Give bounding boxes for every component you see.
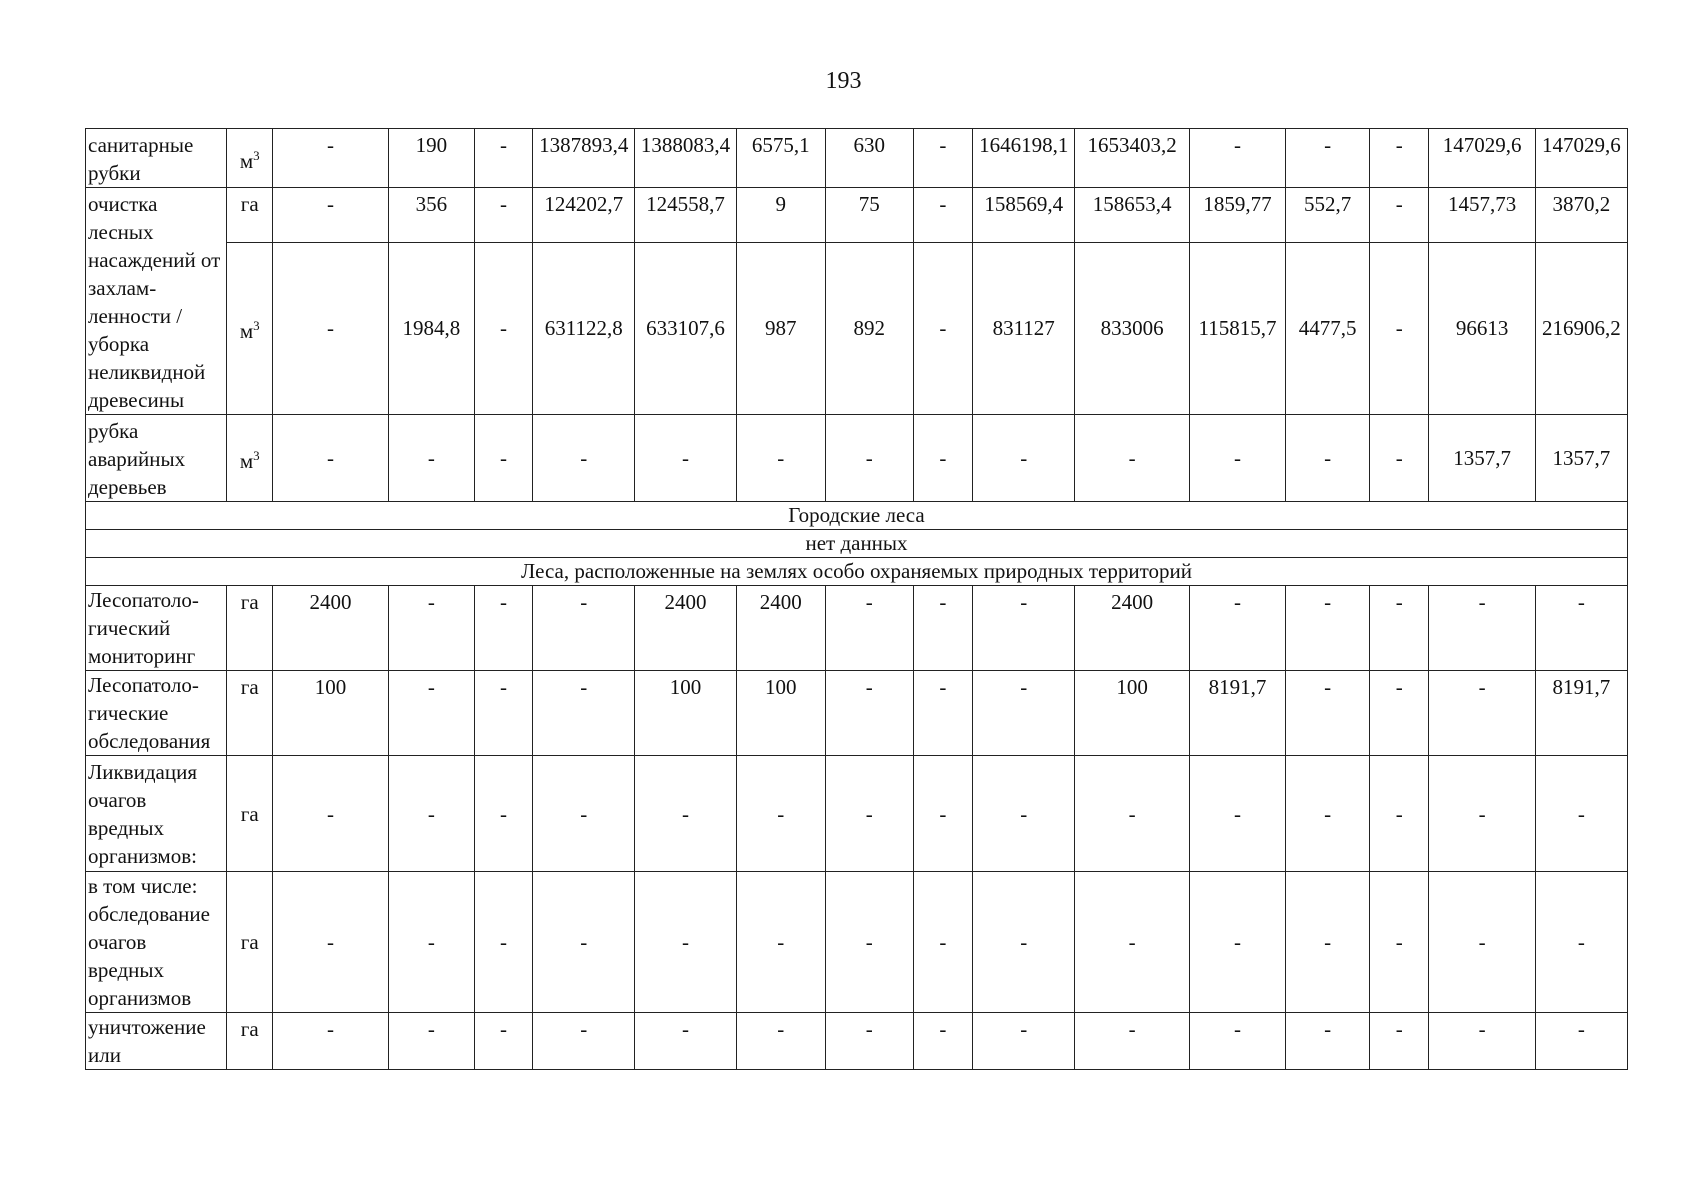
unit-label: м [239,148,254,173]
table-row [86,756,1628,872]
value-cell: - [635,415,736,502]
value-cell: 1388083,4 [635,129,736,188]
value-cell: - [1286,415,1370,502]
value-cell: 115815,7 [1189,242,1285,414]
table-row [86,671,1628,756]
unit-superscript: 3 [253,317,260,333]
value-cell: - [1429,1013,1535,1070]
value-cell: - [1189,129,1285,188]
value-cell: - [1286,586,1370,671]
value-cell: - [474,872,532,1013]
value-cell: 2400 [1075,586,1190,671]
row-name: рубка аварийных деревьев [86,415,227,502]
unit-cell [227,129,273,188]
value-cell: - [1370,242,1429,414]
value-cell: 158653,4 [1075,188,1190,243]
value-cell: - [913,188,972,243]
value-cell: - [273,242,389,414]
value-cell: 1859,77 [1189,188,1285,243]
value-cell: 147029,6 [1535,129,1627,188]
row-name: очистка лесных насаждений от захлам-ленности / уборка неликвидной древесины [86,188,227,415]
value-cell: 1646198,1 [973,129,1075,188]
value-cell: - [273,872,389,1013]
value-cell: 190 [388,129,474,188]
value-cell: - [1286,1013,1370,1070]
value-cell: - [474,586,532,671]
value-cell: 892 [825,242,913,414]
value-cell: - [825,756,913,872]
value-cell: - [533,586,635,671]
value-cell: - [533,756,635,872]
value-cell: - [1535,756,1627,872]
value-cell: - [825,1013,913,1070]
value-cell: 100 [736,671,825,756]
value-cell: - [388,586,474,671]
section-title: Леса, расположенные на землях особо охраняемых природных территорий [86,558,1628,586]
value-cell: - [973,872,1075,1013]
value-cell: - [1429,671,1535,756]
row-name: санитарные рубки [86,129,227,188]
row-name: Лесопатоло-гический мониторинг [86,586,227,671]
value-cell: 147029,6 [1429,129,1535,188]
unit-cell: га [227,872,273,1013]
unit-cell: га [227,586,273,671]
value-cell: - [1535,872,1627,1013]
value-cell: 831127 [973,242,1075,414]
value-cell: - [1370,415,1429,502]
value-cell: - [1370,872,1429,1013]
value-cell: 1357,7 [1429,415,1535,502]
value-cell: - [736,872,825,1013]
value-cell: 631122,8 [533,242,635,414]
value-cell: 3870,2 [1535,188,1627,243]
value-cell: 124202,7 [533,188,635,243]
value-cell: - [1535,586,1627,671]
value-cell: - [1286,872,1370,1013]
unit-cell: га [227,671,273,756]
row-name: Лесопатоло-гические обследования [86,671,227,756]
forest-protection-table [85,128,1628,1070]
value-cell: - [973,415,1075,502]
value-cell: - [1286,756,1370,872]
table-row [86,415,1628,502]
value-cell: - [913,671,972,756]
value-cell: - [973,586,1075,671]
value-cell: - [825,586,913,671]
value-cell: - [474,242,532,414]
unit-label: м [239,318,254,343]
value-cell: - [273,188,389,243]
value-cell: - [736,1013,825,1070]
table-row [86,129,1628,188]
value-cell: - [1286,129,1370,188]
value-cell: 9 [736,188,825,243]
value-cell: - [533,1013,635,1070]
unit-superscript: 3 [253,447,260,463]
value-cell: - [1189,872,1285,1013]
value-cell: 8191,7 [1535,671,1627,756]
value-cell: - [1189,415,1285,502]
unit-cell: га [227,1013,273,1070]
section-row [86,558,1628,586]
value-cell: - [1429,872,1535,1013]
unit-superscript: 3 [253,147,260,163]
value-cell: - [1075,756,1190,872]
value-cell: - [825,872,913,1013]
value-cell: 100 [273,671,389,756]
value-cell: - [1189,586,1285,671]
section-row [86,502,1628,530]
value-cell: 2400 [736,586,825,671]
value-cell: - [388,756,474,872]
value-cell: - [1189,756,1285,872]
value-cell: - [736,415,825,502]
value-cell: - [1075,872,1190,1013]
value-cell: 158569,4 [973,188,1075,243]
value-cell: - [1370,129,1429,188]
section-row [86,530,1628,558]
table-row [86,1013,1628,1070]
value-cell: - [474,415,532,502]
value-cell: - [388,415,474,502]
unit-label: м [239,448,254,473]
value-cell: - [474,671,532,756]
value-cell: 1387893,4 [533,129,635,188]
value-cell: - [533,415,635,502]
value-cell: - [388,872,474,1013]
value-cell: - [913,242,972,414]
value-cell: - [913,1013,972,1070]
page-number: 193 [825,68,862,94]
unit-cell [227,415,273,502]
value-cell: - [825,415,913,502]
value-cell: - [913,586,972,671]
value-cell: - [635,1013,736,1070]
value-cell: 124558,7 [635,188,736,243]
value-cell: 1653403,2 [1075,129,1190,188]
table-row [86,586,1628,671]
unit-cell [227,188,273,243]
value-cell: 216906,2 [1535,242,1627,414]
value-cell: - [1189,1013,1285,1070]
unit-label: га [240,192,259,216]
value-cell: - [973,1013,1075,1070]
value-cell: - [533,872,635,1013]
value-cell: 2400 [635,586,736,671]
value-cell: - [474,188,532,243]
value-cell: - [474,756,532,872]
value-cell: - [913,872,972,1013]
value-cell: 6575,1 [736,129,825,188]
value-cell: - [273,1013,389,1070]
value-cell: - [1429,586,1535,671]
value-cell: - [825,671,913,756]
value-cell: - [533,671,635,756]
value-cell: 1457,73 [1429,188,1535,243]
value-cell: 8191,7 [1189,671,1285,756]
value-cell: - [973,756,1075,872]
row-name: уничтожение или [86,1013,227,1070]
value-cell: 96613 [1429,242,1535,414]
value-cell: 4477,5 [1286,242,1370,414]
table-row [86,872,1628,1013]
value-cell: - [1370,671,1429,756]
section-title: нет данных [86,530,1628,558]
value-cell: 987 [736,242,825,414]
value-cell: - [474,129,532,188]
value-cell: 2400 [273,586,389,671]
value-cell: - [1075,415,1190,502]
value-cell: 1984,8 [388,242,474,414]
value-cell: - [913,129,972,188]
value-cell: - [1370,756,1429,872]
value-cell: 75 [825,188,913,243]
value-cell: - [1535,1013,1627,1070]
value-cell: - [1286,671,1370,756]
value-cell: 1357,7 [1535,415,1627,502]
value-cell: 833006 [1075,242,1190,414]
value-cell: - [635,872,736,1013]
value-cell: - [736,756,825,872]
value-cell: - [1370,1013,1429,1070]
unit-cell [227,242,273,414]
table-row [86,188,1628,243]
value-cell: - [913,415,972,502]
row-name: Ликвидация очагов вредных организмов: [86,756,227,872]
value-cell: - [388,1013,474,1070]
value-cell: - [273,129,389,188]
value-cell: 100 [1075,671,1190,756]
value-cell: - [973,671,1075,756]
section-title: Городские леса [86,502,1628,530]
value-cell: - [273,415,389,502]
value-cell: - [1075,1013,1190,1070]
value-cell: - [635,756,736,872]
value-cell: 630 [825,129,913,188]
value-cell: 100 [635,671,736,756]
table-row [86,242,1628,414]
value-cell: - [474,1013,532,1070]
row-name: в том числе: обследование очагов вредных организмов [86,872,227,1013]
value-cell: - [913,756,972,872]
value-cell: - [1429,756,1535,872]
value-cell: 356 [388,188,474,243]
value-cell: - [1370,188,1429,243]
value-cell: 633107,6 [635,242,736,414]
value-cell: - [1370,586,1429,671]
value-cell: - [273,756,389,872]
unit-cell: га [227,756,273,872]
value-cell: 552,7 [1286,188,1370,243]
value-cell: - [388,671,474,756]
